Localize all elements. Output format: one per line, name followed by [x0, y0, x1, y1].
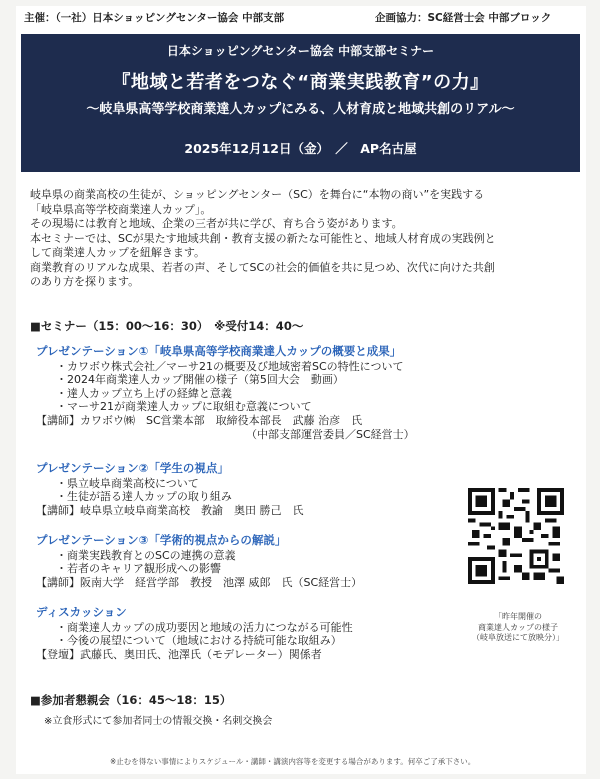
seminar-heading: ■セミナー（15：00〜16：30） ※受付14：40〜 — [30, 319, 304, 333]
cooperation-text: 企画協力：SC経営士会 中部ブロック — [375, 12, 552, 24]
presentation-2-lecturer: 【講師】岐阜県立岐阜商業高校 教諭 奥田 勝己 氏 — [36, 503, 304, 517]
qr-caption — [458, 612, 578, 644]
intro-line: 本セミナーでは、SCが果たす地域共創・教育支援の新たな可能性と、地域人材育成の実践例と — [30, 231, 496, 245]
intro-line: 「岐阜県高等学校商業達人カップ」。 — [30, 202, 212, 216]
footer-note: ※止むを得ない事情によりスケジュール・講師・講演内容等を変更する場合があります。何卒ご了承下さい。 — [110, 757, 476, 766]
list-item: ・ 県立岐阜商業高校について — [36, 477, 476, 491]
list-item: ・ 2024年商業達人カップ開催の様子（第5回大会 動画） — [36, 373, 476, 387]
presentation-1-title: プレゼンテーション①「岐阜県高等学校商業達人カップの概要と成果」 — [36, 344, 402, 358]
presentation-1-lecturer-note: （中部支部運営委員／SC経営士） — [246, 427, 415, 441]
discussion — [36, 606, 476, 661]
presentation-3-title: プレゼンテーション③「学術的視点からの解説」 — [36, 533, 287, 547]
list-item: ・ 生徒が語る達人カップの取り組み — [36, 490, 476, 504]
discussion-title: ディスカッション — [36, 605, 127, 619]
reception-heading: ■参加者懇親会（16：45〜18：15） — [30, 693, 232, 707]
presentation-2-title: プレゼンテーション②「学生の視点」 — [36, 461, 229, 475]
banner-date-venue: 2025年12月12日（金） ／ AP名古屋 — [184, 141, 417, 156]
discussion-speakers: 【登壇】武藤氏、奥田氏、池澤氏（モデレーター）関係者 — [36, 647, 322, 661]
reception-note: ※立食形式にて参加者同士の情報交換・名刺交換会 — [44, 716, 273, 727]
qr-caption-text: 「昨年開催の 商業達人カップの様子 （岐阜放送にて放映分）」 — [472, 612, 564, 642]
list-item: ・ 今後の展望について（地域における持続可能な取組み） — [36, 634, 476, 648]
intro-line: 商業教育のリアルな成果、若者の声、そしてSCの社会的価値を共に見つめ、次代に向けた共創 — [30, 260, 495, 274]
list-item: ・ 商業達人カップの成功要因と地域の活力につながる可能性 — [36, 621, 476, 635]
presentation-3-lecturer: 【講師】阪南大学 経営学部 教授 池澤 威郎 氏（SC経営士） — [36, 575, 363, 589]
intro-line: その現場には教育と地域、企業の三者が共に学び、育ち合う姿があります。 — [30, 217, 403, 230]
list-item: ・ マーサ21が商業達人カップに取組む意義について — [36, 400, 476, 414]
banner-subtitle: 日本ショッピングセンター協会 中部支部セミナー — [166, 44, 435, 58]
presentation-1 — [36, 345, 476, 441]
qr-code-icon[interactable] — [468, 488, 564, 584]
list-item: ・ 達人カップ立ち上げの経緯と意義 — [36, 387, 476, 401]
organizer-text: 主催：（一社）日本ショッピングセンター協会 中部支部 — [24, 12, 285, 24]
list-item: ・ 若者のキャリア観形成への影響 — [36, 562, 476, 576]
list-item: ・ カワボウ株式会社／マーサ21の概要及び地域密着SCの特性について — [36, 360, 476, 374]
title-banner — [21, 34, 580, 172]
intro-line: のあり方を探ります。 — [30, 275, 140, 288]
presentation-1-lecturer: 【講師】カワボウ㈱ SC営業本部 取締役本部長 武藤 治彦 氏 — [36, 413, 363, 427]
presentation-3 — [36, 534, 476, 589]
intro-line: 岐阜県の商業高校の生徒が、ショッピングセンター（SC）を舞台に“本物の商い”を実践する — [30, 188, 485, 201]
intro-line: して商業達人カップを紐解きます。 — [30, 246, 206, 259]
list-item: ・ 商業実践教育とのSCの連携の意義 — [36, 549, 476, 563]
intro-text — [30, 188, 578, 290]
banner-title-sub: ～岐阜県高等学校商業達人カップにみる、人材育成と地域共創のリアル～ — [86, 102, 515, 117]
presentation-2 — [36, 462, 476, 517]
banner-title: 『地域と若者をつなぐ“商業実践教育”の力』 — [112, 72, 489, 93]
